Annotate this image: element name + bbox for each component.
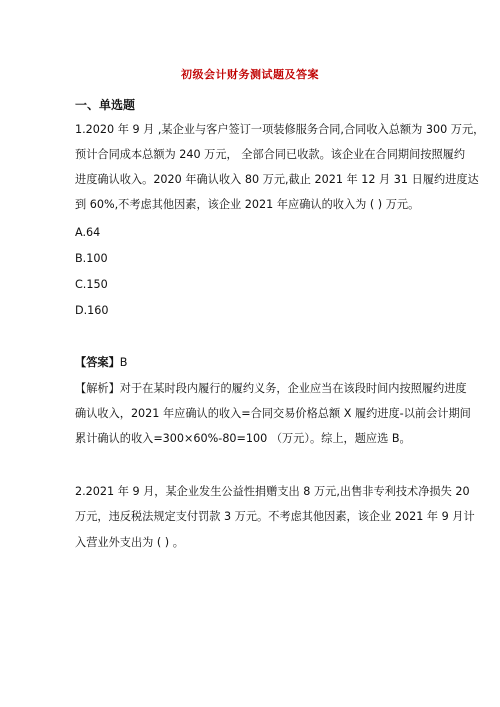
- question1-line: 到 60%,不考虑其他因素，该企业 2021 年应确认的收入为 ( ) 万元。: [75, 198, 420, 211]
- question1-line: 预计合同成本总额为 240 万元， 全部合同已收款。该企业在合同期间按照履约: [75, 148, 466, 161]
- option-d: D.160: [75, 304, 109, 317]
- answer-line: [75, 356, 127, 370]
- answer-label: 【答案】: [75, 356, 120, 369]
- question1-line: 1.2020 年 9 月 ,某企业与客户签订一项装修服务合同,合同收入总额为 300 万元，: [75, 123, 485, 136]
- question2-line: 2.2021 年 9 月，某企业发生公益性捐赠支出 8 万元,出售非专利技术净损失 20: [75, 485, 470, 498]
- question2-line: 入营业外支出为 ( ) 。: [75, 536, 184, 549]
- question2-line: 万元，违反税法规定支付罚款 3 万元。不考虑其他因素，该企业 2021 年 9 月计: [75, 510, 475, 523]
- question1-line: 进度确认收入。2020 年确认收入 80 万元,截止 2021 年 12 月 31 日履约进度达: [75, 173, 479, 186]
- answer-value: B: [119, 356, 128, 369]
- analysis-line: 确认收入，2021 年应确认的收入=合同交易价格总额 X 履约进度-以前会计期间: [75, 407, 471, 420]
- analysis-label: 【解析】: [75, 382, 120, 395]
- analysis-line: [75, 382, 467, 396]
- option-a: A.64: [75, 226, 101, 239]
- section-heading: 一、单选题: [75, 98, 136, 112]
- analysis-text: 对于在某时段内履行的履约义务，企业应当在该段时间内按照履约进度: [119, 382, 467, 395]
- document-title: 初级会计财务测试题及答案: [181, 68, 319, 81]
- option-c: C.150: [75, 278, 108, 291]
- analysis-line: 累计确认的收入=300×60%-80=100 （万元）。综上，题应选 B。: [75, 432, 411, 445]
- option-b: B.100: [75, 252, 108, 265]
